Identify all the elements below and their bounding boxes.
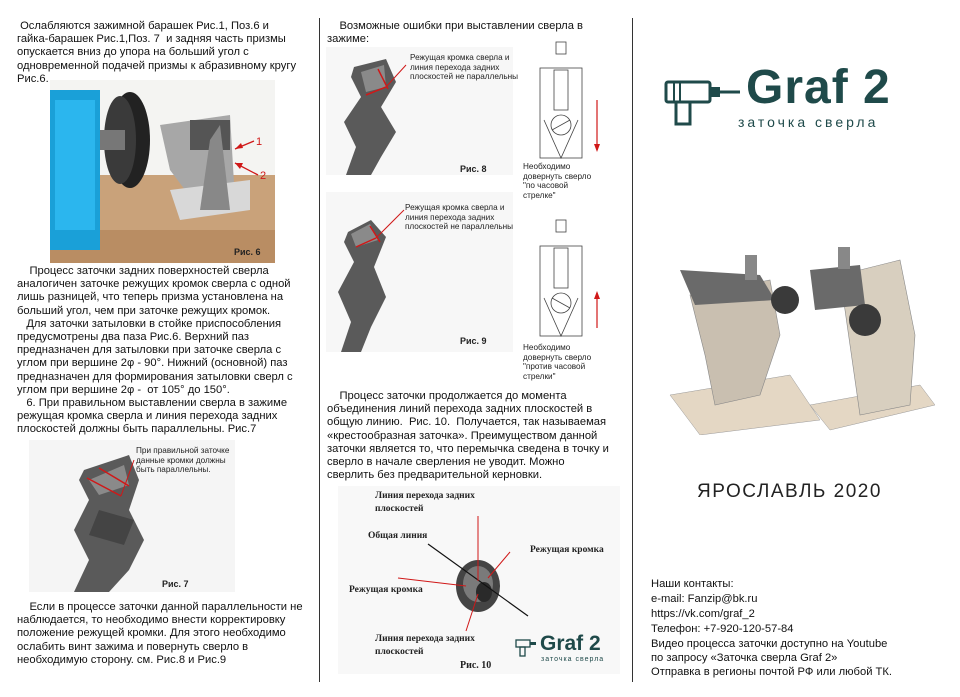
logo-subtitle: заточка сверла bbox=[738, 114, 879, 130]
figure-7-label: Рис. 7 bbox=[162, 579, 189, 589]
counterclockwise-note: Необходимо довернуть сверло "против часовой стрелки" bbox=[523, 343, 592, 381]
contacts-heading: Наши контакты: bbox=[651, 578, 734, 590]
fig10-logo-text: Graf 2 bbox=[540, 632, 601, 655]
drill-logo-icon bbox=[664, 72, 744, 132]
figure-6-label: Рис. 6 bbox=[234, 247, 261, 257]
contacts-vk-link[interactable]: https://vk.com/graf_2 bbox=[651, 608, 755, 620]
col2-paragraph-2: Процесс заточки продолжается до момента объединения линий перехода задних плоскостей в общую линию. Рис. 10. Получается, так называемая «крестообразная заточка». Преимуществом данной заточки является то, что перемычка сведена в точку и сверло в начале сверления не уводит. Можно сверлить без предварительной керновки. bbox=[327, 390, 609, 482]
fig10-cutting-edge-right-label: Режущая кромка bbox=[530, 545, 604, 555]
city-year: ЯРОСЛАВЛЬ 2020 bbox=[697, 481, 882, 502]
figure-10-label: Рис. 10 bbox=[460, 660, 492, 671]
fig10-bottom-label: Линия перехода задних плоскостей bbox=[375, 634, 475, 657]
contacts-video-1: Видео процесса заточки доступно на Youtube bbox=[651, 638, 888, 650]
contacts-phone: Телефон: +7-920-120-57-84 bbox=[651, 623, 794, 635]
fig10-cutting-edge-left-label: Режущая кромка bbox=[349, 585, 423, 595]
contacts-shipping: Отправка в регионы почтой РФ или любой ТК. bbox=[651, 666, 893, 678]
clockwise-note: Необходимо довернуть сверло "по часовой стрелке" bbox=[523, 162, 592, 200]
logo-title: Graf 2 bbox=[746, 61, 891, 114]
fig6-arrow-2-label: 2 bbox=[260, 170, 267, 182]
schematic-counterclockwise bbox=[530, 218, 610, 338]
col2-paragraph-1: Возможные ошибки при выставлении сверла в зажиме: bbox=[327, 20, 583, 46]
drill-logo-icon-small bbox=[514, 636, 538, 658]
fig10-logo-subtitle: заточка сверла bbox=[541, 656, 605, 663]
col1-paragraph-3: Если в процессе заточки данной параллельности не наблюдается, то необходимо внести корректировку положение режущей кромки. Для этого необходимо ослабить винт зажима и повернуть сверло в необходимую сторону. см. Рис.8 и Рис.9 bbox=[17, 601, 303, 666]
column-divider-left bbox=[319, 18, 320, 682]
column-divider-right bbox=[632, 18, 633, 682]
schematic-clockwise bbox=[530, 40, 610, 160]
fig8-note: Режущая кромка сверла и линия перехода задних плоскостей не параллельны bbox=[410, 53, 519, 81]
product-render bbox=[660, 245, 935, 435]
contacts-video-2: по запросу «Заточка сверла Graf 2» bbox=[651, 652, 838, 664]
fig10-top-label: Линия перехода задних плоскостей bbox=[375, 491, 475, 514]
fig9-note: Режущая кромка сверла и линия перехода задних плоскостей не параллельны bbox=[405, 203, 514, 231]
col1-paragraph-1: Ослабляются зажимной барашек Рис.1, Поз.6 и гайка-барашек Рис.1,Поз. 7 и задняя часть призмы опускается вниз до упора на больший угол с одновременной подачей призмы к абразивному кругу Рис.6. bbox=[17, 20, 297, 85]
col1-paragraph-2: Процесс заточки задних поверхностей сверла аналогичен заточке режущих кромок сверла с одной лишь разницей, что теперь призма установлена на больший угол, чем при заточке режущих кромок. Для заточки затыловки в стойке приспособления предусмотрены два паза Рис.6. Верхний паз предназначен для затыловки при заточке сверла с углом при вершине 2φ - 90°. Нижний (основной) паз предназначен для формирования затыловки сверл с углом при вершине 2φ - от 105° до 150°. 6. При правильном выставлении сверла в зажиме режущая кромка сверла и линия перехода задних плоскостей должны быть параллельны. Рис.7 bbox=[17, 265, 293, 436]
figure-8-label: Рис. 8 bbox=[460, 164, 487, 174]
fig10-common-line-label: Общая линия bbox=[368, 531, 428, 541]
figure-9-label: Рис. 9 bbox=[460, 336, 487, 346]
contacts-email[interactable]: e-mail: Fanzip@bk.ru bbox=[651, 593, 758, 605]
fig6-arrow-1-label: 1 bbox=[256, 136, 263, 148]
fig7-note: При правильной заточке данные кромки должны быть параллельны. bbox=[136, 446, 230, 474]
